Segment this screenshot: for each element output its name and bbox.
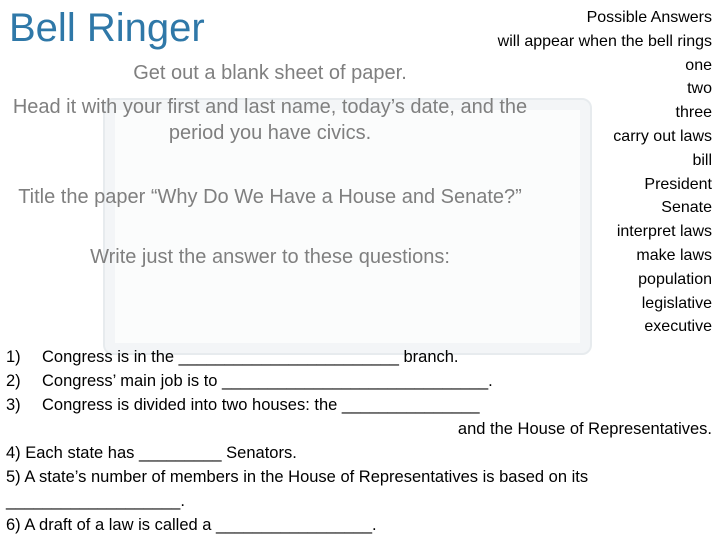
answers-heading: Possible Answers	[586, 9, 712, 26]
question-1	[6, 345, 712, 369]
question-4: 4) Each state has _________ Senators.	[6, 444, 297, 462]
question-text: Congress’ main job is to _____________________________.	[42, 372, 493, 390]
answer-item: population	[638, 270, 712, 288]
question-3	[6, 393, 712, 417]
answer-item: two	[687, 80, 712, 98]
instruction-heading: Head it with your first and last name, today’s date, and the period you have civics.	[12, 96, 528, 144]
answer-item: executive	[644, 318, 712, 336]
instruction-blank-sheet: Get out a blank sheet of paper.	[133, 62, 407, 84]
answer-item: make laws	[636, 246, 712, 264]
question-6: 6) A draft of a law is called a _________________.	[6, 516, 377, 534]
question-number: 3)	[6, 396, 21, 414]
possible-answers-list	[412, 6, 712, 339]
page-title: Bell Ringer	[9, 6, 205, 50]
question-5-continued: ___________________.	[6, 492, 185, 510]
answer-item: bill	[692, 151, 712, 169]
answer-item: interpret laws	[616, 223, 712, 241]
answer-item: legislative	[641, 294, 712, 312]
question-text: Congress is divided into two houses: the _______________	[42, 396, 480, 414]
instruction-write-answers: Write just the answer to these questions:	[90, 246, 450, 268]
questions-list	[6, 345, 712, 537]
question-3-continued: and the House of Representatives.	[457, 420, 712, 438]
answer-item: President	[644, 175, 712, 193]
question-number: 1)	[6, 348, 21, 366]
question-5: 5) A state’s number of members in the House of Representatives is based on its	[6, 468, 589, 486]
instruction-title-paper: Title the paper “Why Do We Have a House and Senate?”	[18, 186, 522, 208]
question-2	[6, 369, 712, 393]
answer-item: Senate	[661, 199, 712, 217]
question-text: Congress is in the ________________________ branch.	[42, 348, 459, 366]
question-number: 2)	[6, 372, 21, 390]
answer-item: one	[685, 56, 712, 74]
answers-subheading: will appear when the bell rings	[497, 32, 712, 50]
answer-item: three	[675, 104, 712, 122]
answer-item: carry out laws	[613, 127, 712, 145]
